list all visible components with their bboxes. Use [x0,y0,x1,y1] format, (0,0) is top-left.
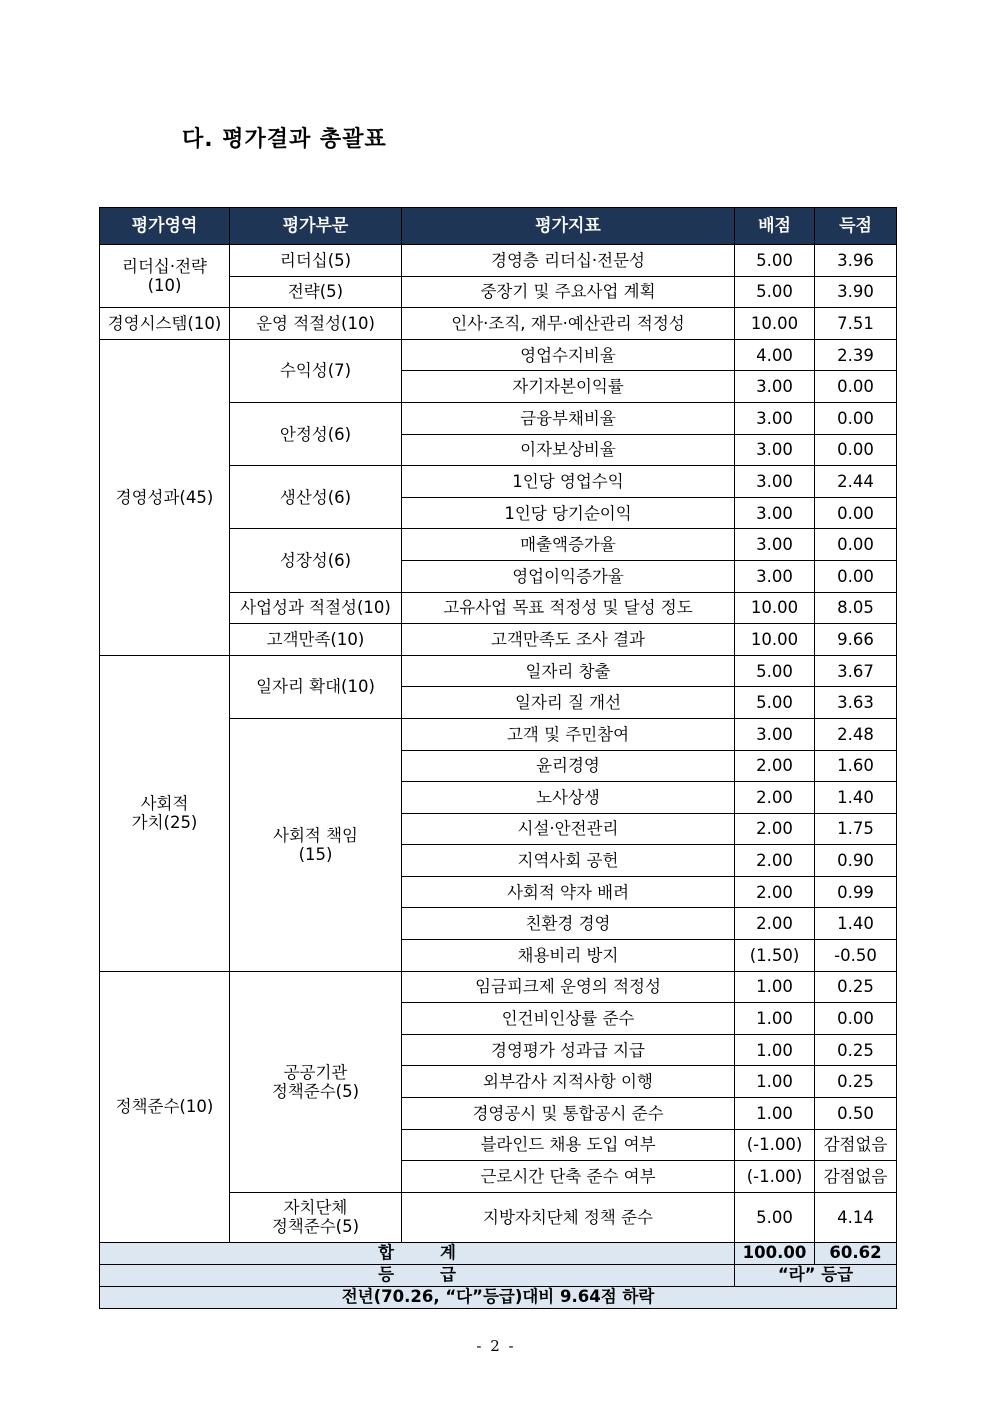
table-row [100,308,897,340]
score-cell: 3.63 [815,687,897,719]
area-cell: 경영시스템(10) [100,308,230,340]
header-score: 득점 [815,208,897,245]
score-cell: 0.00 [815,371,897,403]
section-cell: 자치단체 정책준수(5) [230,1192,402,1242]
max-cell: 10.00 [735,592,815,624]
indicator-cell: 이자보상비율 [402,434,735,466]
grade-label: 등 급 [100,1264,735,1286]
indicator-cell: 일자리 창출 [402,655,735,687]
comparison-row [100,1286,897,1308]
score-cell: 0.00 [815,560,897,592]
indicator-cell: 고유사업 목표 적정성 및 달성 정도 [402,592,735,624]
section-title: 다. 평가결과 총괄표 [182,127,387,152]
score-cell: 0.90 [815,845,897,877]
max-cell: 1.00 [735,1003,815,1035]
page-number: - 2 - [476,1337,516,1355]
header-section: 평가부문 [230,208,402,245]
table-row [100,339,897,371]
score-cell: 9.66 [815,624,897,656]
indicator-cell: 고객만족도 조사 결과 [402,624,735,656]
indicator-cell: 채용비리 방지 [402,940,735,972]
section-cell: 운영 적절성(10) [230,308,402,340]
section-cell: 고객만족(10) [230,624,402,656]
indicator-cell: 고객 및 주민참여 [402,718,735,750]
max-cell: 5.00 [735,1192,815,1242]
score-cell: 0.00 [815,434,897,466]
section-cell: 생산성(6) [230,466,402,529]
score-cell: 0.99 [815,876,897,908]
score-cell: 감점없음 [815,1129,897,1161]
score-cell: 0.25 [815,971,897,1003]
header-max-score: 배점 [735,208,815,245]
max-cell: 5.00 [735,245,815,277]
score-cell: 2.39 [815,339,897,371]
section-cell: 사업성과 적절성(10) [230,592,402,624]
section-cell: 공공기관 정책준수(5) [230,971,402,1192]
indicator-cell: 금융부채비율 [402,402,735,434]
max-cell: 4.00 [735,339,815,371]
score-cell: 4.14 [815,1192,897,1242]
max-cell: 2.00 [735,845,815,877]
score-cell: 1.75 [815,813,897,845]
indicator-cell: 중장기 및 주요사업 계획 [402,276,735,308]
score-cell: 0.50 [815,1098,897,1130]
indicator-cell: 임금피크제 운영의 적정성 [402,971,735,1003]
section-cell: 수익성(7) [230,339,402,402]
evaluation-summary-table [99,207,897,1309]
indicator-cell: 영업수지비율 [402,339,735,371]
area-cell: 경영성과(45) [100,339,230,655]
score-cell: 1.60 [815,750,897,782]
indicator-cell: 근로시간 단축 준수 여부 [402,1161,735,1193]
area-cell: 사회적 가치(25) [100,655,230,971]
grade-row [100,1264,897,1286]
max-cell: 1.00 [735,1098,815,1130]
total-score: 60.62 [815,1242,897,1264]
max-cell: 5.00 [735,687,815,719]
indicator-cell: 자기자본이익률 [402,371,735,403]
indicator-cell: 1인당 당기순이익 [402,497,735,529]
header-indicator: 평가지표 [402,208,735,245]
indicator-cell: 경영층 리더십·전문성 [402,245,735,277]
max-cell: (1.50) [735,940,815,972]
score-cell: 8.05 [815,592,897,624]
indicator-cell: 블라인드 채용 도입 여부 [402,1129,735,1161]
score-cell: 0.00 [815,1003,897,1035]
max-cell: 2.00 [735,908,815,940]
score-cell: 0.00 [815,497,897,529]
max-cell: (-1.00) [735,1129,815,1161]
max-cell: 5.00 [735,655,815,687]
max-cell: 3.00 [735,718,815,750]
max-cell: 10.00 [735,624,815,656]
indicator-cell: 영업이익증가율 [402,560,735,592]
max-cell: 3.00 [735,466,815,498]
max-cell: (-1.00) [735,1161,815,1193]
max-cell: 2.00 [735,782,815,814]
max-cell: 3.00 [735,434,815,466]
indicator-cell: 윤리경영 [402,750,735,782]
section-cell: 안정성(6) [230,402,402,465]
max-cell: 1.00 [735,1034,815,1066]
score-cell: 3.96 [815,245,897,277]
indicator-cell: 시설·안전관리 [402,813,735,845]
max-cell: 3.00 [735,560,815,592]
score-cell: 3.90 [815,276,897,308]
max-cell: 2.00 [735,813,815,845]
indicator-cell: 지역사회 공헌 [402,845,735,877]
max-cell: 2.00 [735,750,815,782]
score-cell: 1.40 [815,908,897,940]
score-cell: 감점없음 [815,1161,897,1193]
indicator-cell: 노사상생 [402,782,735,814]
indicator-cell: 경영공시 및 통합공시 준수 [402,1098,735,1130]
section-cell: 성장성(6) [230,529,402,592]
score-cell: 0.00 [815,402,897,434]
section-cell: 사회적 책임 (15) [230,718,402,971]
score-cell: 2.44 [815,466,897,498]
area-cell: 리더십·전략 (10) [100,245,230,308]
score-cell: 2.48 [815,718,897,750]
total-max: 100.00 [735,1242,815,1264]
max-cell: 5.00 [735,276,815,308]
indicator-cell: 인사·조직, 재무·예산관리 적정성 [402,308,735,340]
max-cell: 2.00 [735,876,815,908]
score-cell: 7.51 [815,308,897,340]
table-row [100,245,897,277]
indicator-cell: 일자리 질 개선 [402,687,735,719]
indicator-cell: 지방자치단체 정책 준수 [402,1192,735,1242]
score-cell: 3.67 [815,655,897,687]
indicator-cell: 인건비인상률 준수 [402,1003,735,1035]
score-cell: 0.25 [815,1034,897,1066]
table-row [100,971,897,1003]
max-cell: 1.00 [735,971,815,1003]
section-cell: 전략(5) [230,276,402,308]
max-cell: 10.00 [735,308,815,340]
comparison-text: 전년(70.26, “다”등급)대비 9.64점 하락 [100,1286,897,1308]
max-cell: 3.00 [735,371,815,403]
indicator-cell: 사회적 약자 배려 [402,876,735,908]
indicator-cell: 1인당 영업수익 [402,466,735,498]
indicator-cell: 경영평가 성과급 지급 [402,1034,735,1066]
indicator-cell: 외부감사 지적사항 이행 [402,1066,735,1098]
header-row [100,208,897,245]
max-cell: 1.00 [735,1066,815,1098]
max-cell: 3.00 [735,402,815,434]
section-cell: 일자리 확대(10) [230,655,402,718]
total-row [100,1242,897,1264]
indicator-cell: 친환경 경영 [402,908,735,940]
score-cell: -0.50 [815,940,897,972]
score-cell: 1.40 [815,782,897,814]
max-cell: 3.00 [735,497,815,529]
total-label: 합 계 [100,1242,735,1264]
indicator-cell: 매출액증가율 [402,529,735,561]
score-cell: 0.00 [815,529,897,561]
section-cell: 리더십(5) [230,245,402,277]
table-row [100,655,897,687]
header-area: 평가영역 [100,208,230,245]
score-cell: 0.25 [815,1066,897,1098]
max-cell: 3.00 [735,529,815,561]
area-cell: 정책준수(10) [100,971,230,1242]
grade-value: “라” 등급 [735,1264,897,1286]
